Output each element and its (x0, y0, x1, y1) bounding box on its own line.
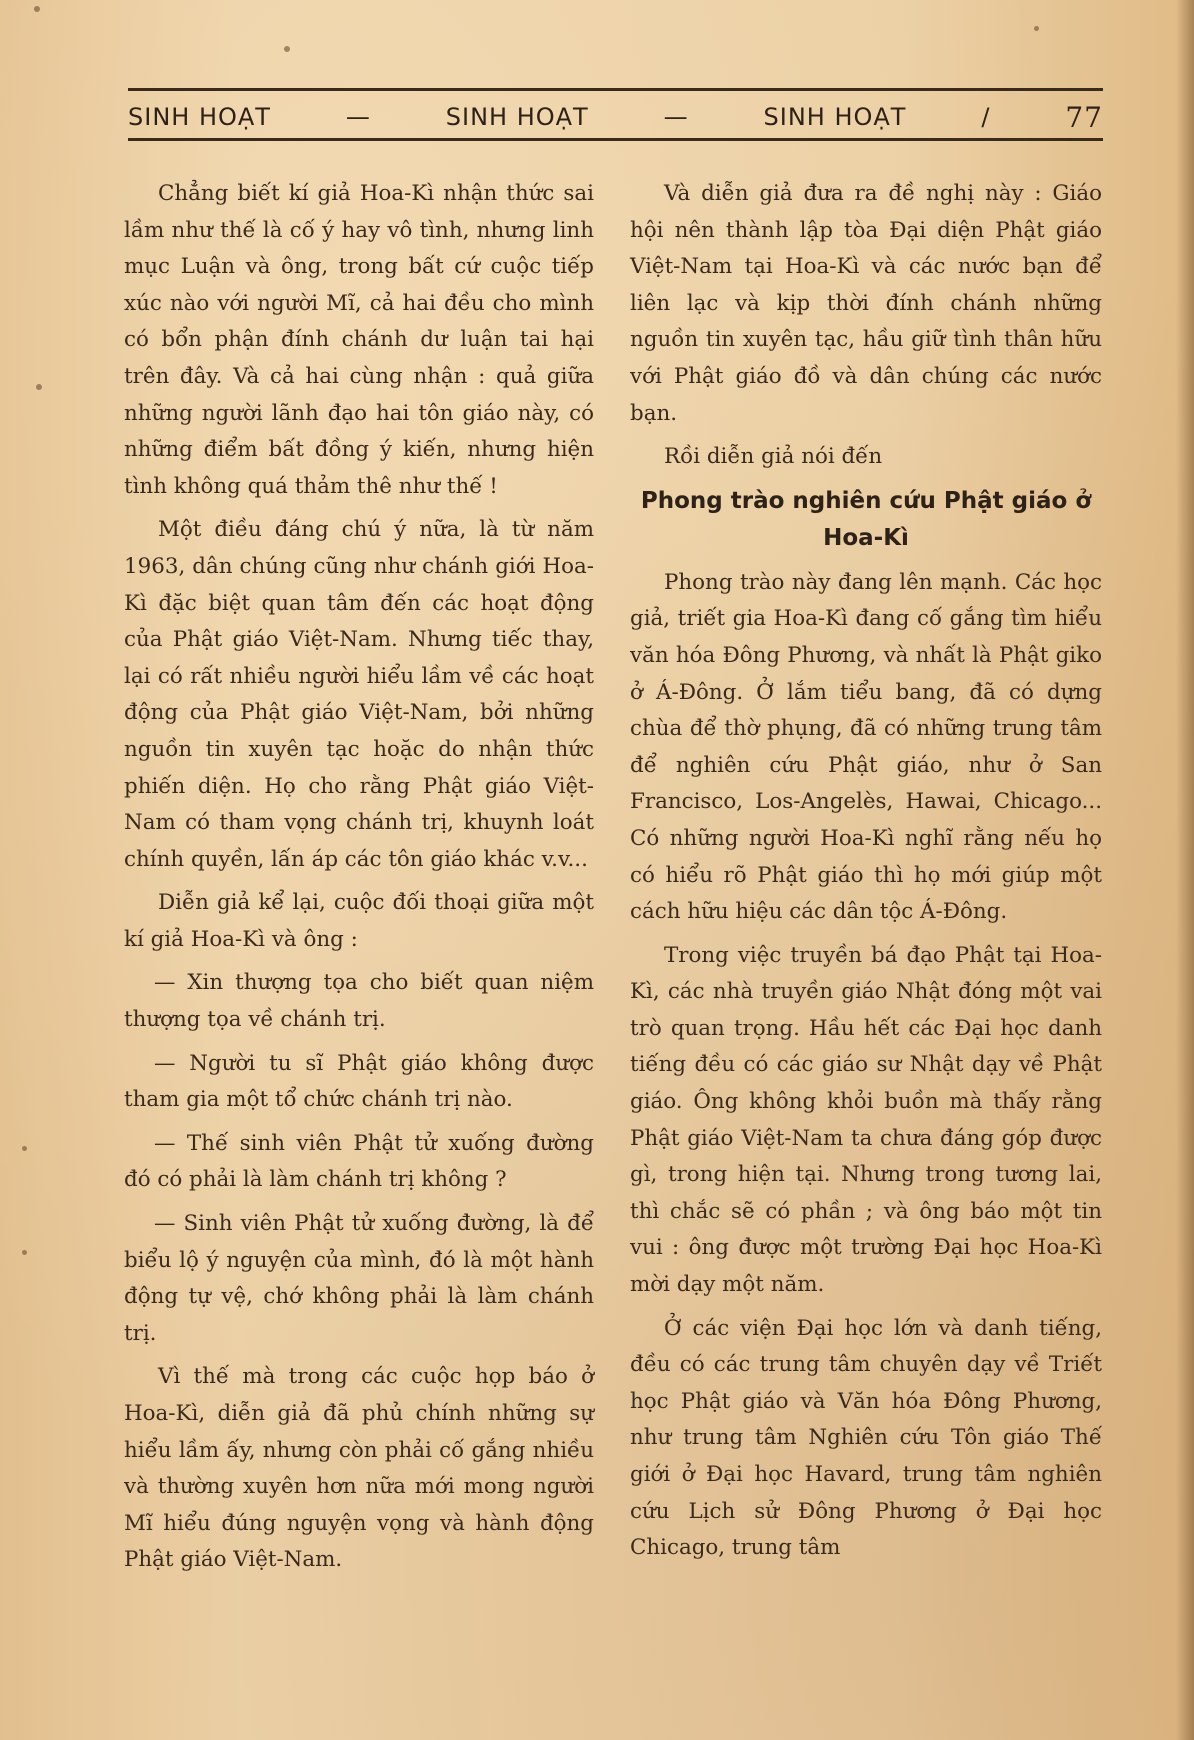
header-rule-bottom (128, 138, 1103, 141)
paragraph: Rồi diễn giả nói đến (664, 444, 883, 470)
running-title-3: SINH HOẠT (763, 103, 907, 131)
ink-speck (22, 1250, 27, 1255)
paragraph: Và diễn giả đưa ra đề nghị này : Giáo hội nên thành lập tòa Đại diện Phật giáo Việt-Nam tại Hoa-Kì và các nước bạn để liên lạc và kịp thời đính chánh những nguồn tin xuyên tạc, hầu giữ tình thân hữu với Phật giáo đồ và dân chúng các nước bạn. (630, 181, 1102, 426)
dialogue-line: — Sinh viên Phật tử xuống đường, là để biểu lộ ý nguyện của mình, đó là một hành động tự vệ, chớ không phải là làm chánh trị. (124, 1211, 594, 1346)
header-rule-top (128, 88, 1103, 91)
running-header (128, 78, 1103, 148)
paragraph: Chẳng biết kí giả Hoa-Kì nhận thức sai lầm như thế là cố ý hay vô tình, nhưng linh mục Luận và ông, trong bất cứ cuộc tiếp xúc nào với người Mĩ, cả hai đều cho mình có bổn phận đính chánh dư luận tai hại trên đây. Và cả hai cùng nhận : quả giữa những người lãnh đạo hai tôn giáo này, có những điểm bất đồng ý kiến, nhưng hiện tình không quá thảm thê như thế ! (124, 181, 594, 499)
running-title-1: SINH HOẠT (128, 103, 271, 131)
dialogue-line: — Thế sinh viên Phật tử xuống đường đó có phải là làm chánh trị không ? (124, 1130, 594, 1193)
running-title-2: SINH HOẠT (445, 103, 589, 131)
paragraph: Trong việc truyền bá đạo Phật tại Hoa-Kì, các nhà truyền giáo Nhật đóng một vai trò quan trọng. Hầu hết các Đại học danh tiếng đều có các giáo sư Nhật dạy về Phật giáo. Ông không khỏi buồn mà thấy rằng Phật giáo Việt-Nam ta chưa đáng góp được gì, trong hiện tại. Nhưng trong tương lai, thì chắc sẽ có phần ; và ông báo một tin vui : ông được một trường Đại học Hoa-Kì mời dạy một năm. (630, 942, 1102, 1298)
running-title-dash-2: — (663, 103, 689, 131)
paragraph: Diễn giả kể lại, cuộc đối thoại giữa một kí giả Hoa-Kì và ông : (124, 890, 594, 952)
page-number: 77 (1065, 100, 1103, 134)
header-separator: / (981, 103, 991, 131)
running-title-dash-1: — (345, 103, 371, 131)
paragraph: Phong trào này đang lên mạnh. Các học giả, triết gia Hoa-Kì đang cố gắng tìm hiểu văn hóa Đông Phương, và nhất là Phật giko ở Á-Đông. Ở lắm tiểu bang, đã có dựng chùa để thờ phụng, đã có những trung tâm để nghiên cứu Phật giáo, như ở San Francisco, Los-Angelès, Hawai, Chicago... Có những người Hoa-Kì nghĩ rằng nếu họ có hiểu rõ Phật giáo thì họ mới giúp một cách hữu hiệu các dân tộc Á-Đông. (630, 569, 1102, 925)
page-edge-shadow (1176, 0, 1194, 1740)
paragraph: Vì thế mà trong các cuộc họp báo ở Hoa-Kì, diễn giả đã phủ chính những sự hiểu lầm ấy, nhưng còn phải cố gắng nhiều và thường xuyên hơn nữa mới mong người Mĩ hiểu đúng nguyện vọng và hành động Phật giáo Việt-Nam. (124, 1364, 594, 1573)
ink-speck (34, 6, 40, 12)
ink-speck (1034, 26, 1039, 31)
dialogue-line: — Người tu sĩ Phật giáo không được tham gia một tổ chức chánh trị nào. (124, 1050, 594, 1113)
ink-speck (36, 384, 42, 390)
paragraph: Một điều đáng chú ý nữa, là từ năm 1963, dân chúng cũng như chánh giới Hoa-Kì đặc biệt quan tâm đến các hoạt động của Phật giáo Việt-Nam. Nhưng tiếc thay, lại có rất nhiều người hiểu lầm về các hoạt động của Phật giáo Việt-Nam, bởi những nguồn tin xuyên tạc hoặc do nhận thức phiến diện. Họ cho rằng Phật giáo Việt-Nam có tham vọng chánh trị, khuynh loát chính quyền, lấn áp các tôn giáo khác v.v... (124, 517, 594, 872)
left-column (124, 176, 594, 1586)
ink-speck (284, 46, 290, 52)
ink-speck (22, 1146, 27, 1151)
header-row (128, 100, 1103, 134)
dialogue-line: — Xin thượng tọa cho biết quan niệm thượng tọa về chánh trị. (124, 970, 594, 1033)
right-column (630, 176, 1102, 1574)
section-heading: Phong trào nghiên cứu Phật giáo ở Hoa-Kì (640, 487, 1092, 551)
paragraph: Ở các viện Đại học lớn và danh tiếng, đều có các trung tâm chuyên dạy về Triết học Phật giáo và Văn hóa Đông Phương, như trung tâm Nghiên cứu Tôn giáo Thế giới ở Đại học Havard, trung tâm nghiên cứu Lịch sử Đông Phương ở Đại học Chicago, trung tâm (630, 1315, 1102, 1561)
